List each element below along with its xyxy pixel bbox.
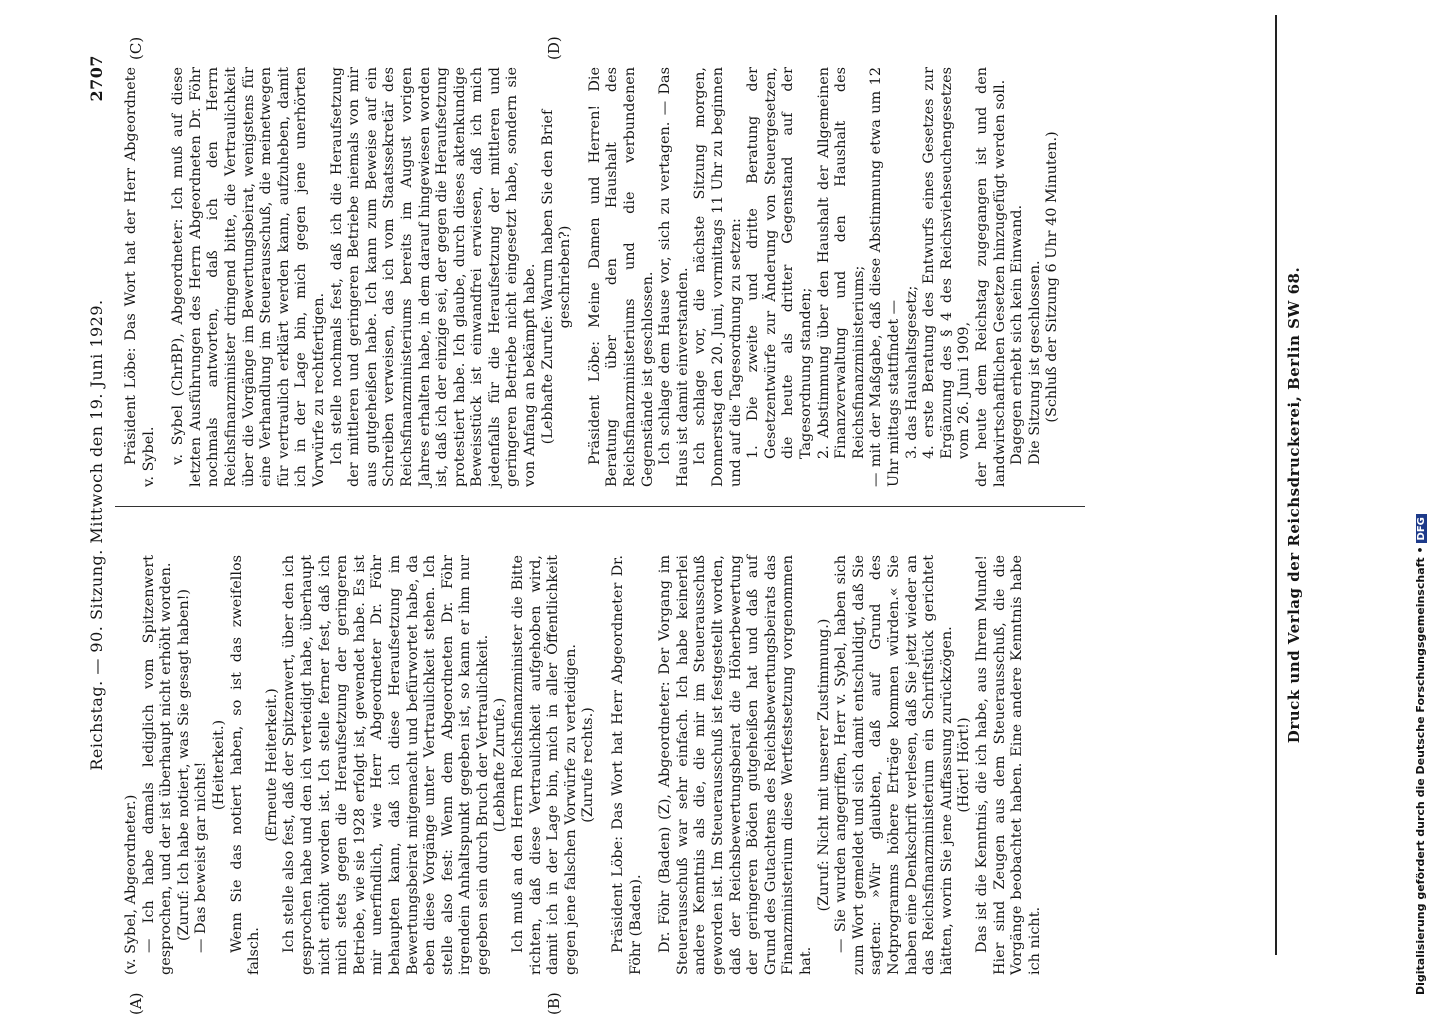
speaker-paragraph: Präsident Löbe: Das Wort hat der Herr Abgeordnete v. Sybel.	[123, 67, 157, 487]
interjection: (Zurufe rechts.)	[580, 707, 597, 823]
margin-mark-a: (A)	[127, 992, 145, 1015]
paragraph: — Das beweist gar nichts!	[193, 761, 210, 953]
closing-note: (Schluß der Sitzung 6 Uhr 40 Minuten.)	[1044, 131, 1061, 423]
interjection: (Zuruf: Ich habe notiert, was Sie gesagt haben!)	[175, 588, 192, 942]
running-title: Reichstag. — 90. Sitzung. Mittwoch den 19. Juni 1929.	[87, 299, 106, 771]
side-credit	[1414, 10, 1434, 995]
page-number: 2707	[87, 55, 106, 102]
speaker-paragraph: Dr. Föhr (Baden) (Z), Abgeordneter: Der Vorgang im Steuerausschuß war sehr einfach. Ich habe keinerlei andere Kenntnis als die, die mir im Steuerausschuß geworden ist. Im Steuerausschuß ist festgestellt worden, daß der Reichsbewertungsbeirat die Höherbewertung der geringeren Böden gutgeheißen hat und daß auf Grund des Gutachtens des Reichsbewertungsbeirats das Finanzministerium diese Wertfestsetzung vorgenommen hat.	[657, 555, 814, 975]
document-page	[75, 35, 1375, 1015]
paragraph: der heute dem Reichstag zugegangen ist und den landwirtschaftlichen Gesetzen hinzugefügt werden soll.	[973, 67, 1008, 487]
paragraph: Ich schlage vor, die nächste Sitzung morgen, Donnerstag den 20. Juni, vormittags 11 Uhr zu beginnen und auf die Tagesordnung zu setzen:	[692, 67, 744, 487]
agenda-item: 1. Die zweite und dritte Beratung der Gesetzentwürfe zur Änderung von Steuergesetzen, die heute als dritter Gegenstand auf der Tagesordnung standen;	[745, 67, 814, 459]
interjection: (Lebhafte Zurufe: Warum haben Sie den Brief geschrieben?)	[539, 109, 574, 445]
column-divider	[115, 506, 1085, 507]
paragraph: (v. Sybel, Abgeordneter.)	[123, 794, 139, 975]
interjection: (Zuruf: Nicht mit unserer Zustimmung.)	[815, 618, 832, 912]
paragraph: — Ich habe damals lediglich vom Spitzenwert gesprochen, und der ist überhaupt nicht erhöht worden.	[140, 555, 175, 975]
credit-text: Digitalisierung gefördert durch die Deutsche Forschungsgemeinschaft •	[1414, 546, 1427, 995]
paragraph: — Sie wurden angegriffen, Herr v. Sybel, haben sich zum Wort gemeldet und sich damit entschuldigt, daß Sie sagten: »Wir glaubten, daß auf Grund des Notprogramms höhere Erträge kommen würden.« Sie haben eine Denkschrift verlesen, daß Sie jetzt wieder an das Reichsfinanzministerium ein Schriftstück gerichtet hätten, worin Sie jene Auffassung zurückzögen.	[833, 555, 955, 975]
speaker-paragraph: v. Sybel (ChrBP), Abgeordneter: Ich muß auf diese letzten Ausführungen des Herrn Abgeordneten Dr. Föhr nochmals antworten, daß ich den Herrn Reichsfinanzminister dringend bitte, die Vertraulichkeit über die Vorgänge im Bewertungsbeirat, wenigstens für eine Verhandlung im Steuerausschuß, die meinetwegen für vertraulich erklärt werden kann, aufzuheben, damit ich in der Lage bin, mich gegen jene unerhörten Vorwürfe zu rechtfertigen.	[170, 67, 327, 487]
interjection: (Heiterkeit.)	[210, 719, 227, 811]
speaker-paragraph: Präsident Löbe: Das Wort hat Herr Abgeordneter Dr. Föhr (Baden).	[610, 555, 644, 975]
footer-rule	[1275, 15, 1277, 955]
dfg-logo: DFG	[1416, 514, 1427, 543]
page-header	[87, 55, 113, 955]
speaker-paragraph: Präsident Löbe: Meine Damen und Herren! Die Beratung über den Haushalt des Reichsfinanzministeriums und die verbundenen Gegenstände ist geschlossen.	[586, 67, 656, 487]
imprint: Druck und Verlag der Reichsdruckerei, Berlin SW 68.	[1285, 266, 1303, 744]
paragraph: — mit der Maßgabe, daß diese Abstimmung etwa um 12 Uhr mittags stattfindet —	[868, 67, 902, 487]
interjection: (Lebhafte Zurufe.)	[492, 697, 509, 833]
paragraph: Das ist die Kenntnis, die ich habe, aus Ihrem Munde! Hier sind Zeugen aus dem Steuerausschuß, die die Vorgänge beobachtet haben. Eine andere Kenntnis habe ich nicht.	[973, 555, 1043, 975]
interjection: (Hört! Hört!)	[956, 717, 973, 813]
paragraph: Wenn Sie das notiert haben, so ist das zweifellos falsch.	[228, 555, 263, 975]
margin-mark-c: (C)	[127, 36, 145, 60]
agenda-item: 4. erste Beratung des Entwurfs eines Gesetzes zur Ergänzung des § 4 des Reichsviehseuchengesetzes vom 26. Juni 1909,	[921, 67, 973, 459]
paragraph: Ich schlage dem Hause vor, sich zu vertagen. — Das Haus ist damit einverstanden.	[657, 67, 691, 487]
paragraph: Ich stelle nochmals fest, daß ich die Heraufsetzung der mittleren und geringeren Betriebe niemals von mir aus gutgeheißen habe. Ich kann zum Beweise auf ein Schreiben verweisen, das ich vom Staatssekretär des Reichsfinanzministeriums bereits im August vorigen Jahres erhalten habe, in dem darauf hingewiesen worden ist, daß ich der einzige sei, der gegen die Heraufsetzung protestiert habe. Ich glaube, durch dieses aktenkundige Beweisstück ist einwandfrei erwiesen, daß ich mich jedenfalls für die Heraufsetzung der mittleren und geringeren Betriebe nicht eingesetzt habe, sondern sie von Anfang an bekämpft habe.	[328, 67, 539, 487]
right-column	[123, 67, 1062, 487]
paragraph: Ich stelle also fest, daß der Spitzenwert, über den ich gesprochen habe und den ich verteidigt habe, überhaupt nicht erhöht worden ist. Ich stelle ferner fest, daß ich mich stets gegen die Heraufsetzung der geringeren Betriebe, wie sie 1928 erfolgt ist, gewendet habe. Es ist mir unerfindlich, wie Herr Abgeordneter Dr. Föhr behaupten kann, daß ich diese Heraufsetzung im Bewertungsbeirat mitgemacht und befürwortet habe, da eben diese Vorgänge unter Vertraulichkeit stehen. Ich stelle also fest: Wenn dem Abgeordneten Dr. Föhr irgendein Anhaltspunkt gegeben ist, so kann er ihm nur gegeben sein durch Bruch der Vertraulichkeit.	[281, 555, 491, 975]
margin-mark-b: (B)	[545, 992, 563, 1015]
agenda-item: 2. Abstimmung über den Haushalt der Allgemeinen Finanzverwaltung und den Haushalt des Reichsfinanzministeriums;	[815, 67, 867, 459]
agenda-item: 3. das Haushaltsgesetz;	[903, 285, 920, 459]
margin-mark-d: (D)	[545, 36, 563, 60]
paragraph: Dagegen erhebt sich kein Einwand.	[1009, 204, 1026, 465]
left-column	[123, 555, 1044, 975]
interjection: (Erneute Heiterkeit.)	[263, 688, 280, 842]
paragraph: Ich muß an den Herrn Reichsfinanzminister die Bitte richten, daß diese Vertraulichkeit aufgehoben wird, damit ich in der Lage bin, mich in aller Öffentlichkeit gegen jene falschen Vorwürfe zu verteidigen.	[510, 555, 579, 975]
paragraph: Die Sitzung ist geschlossen.	[1026, 260, 1043, 465]
